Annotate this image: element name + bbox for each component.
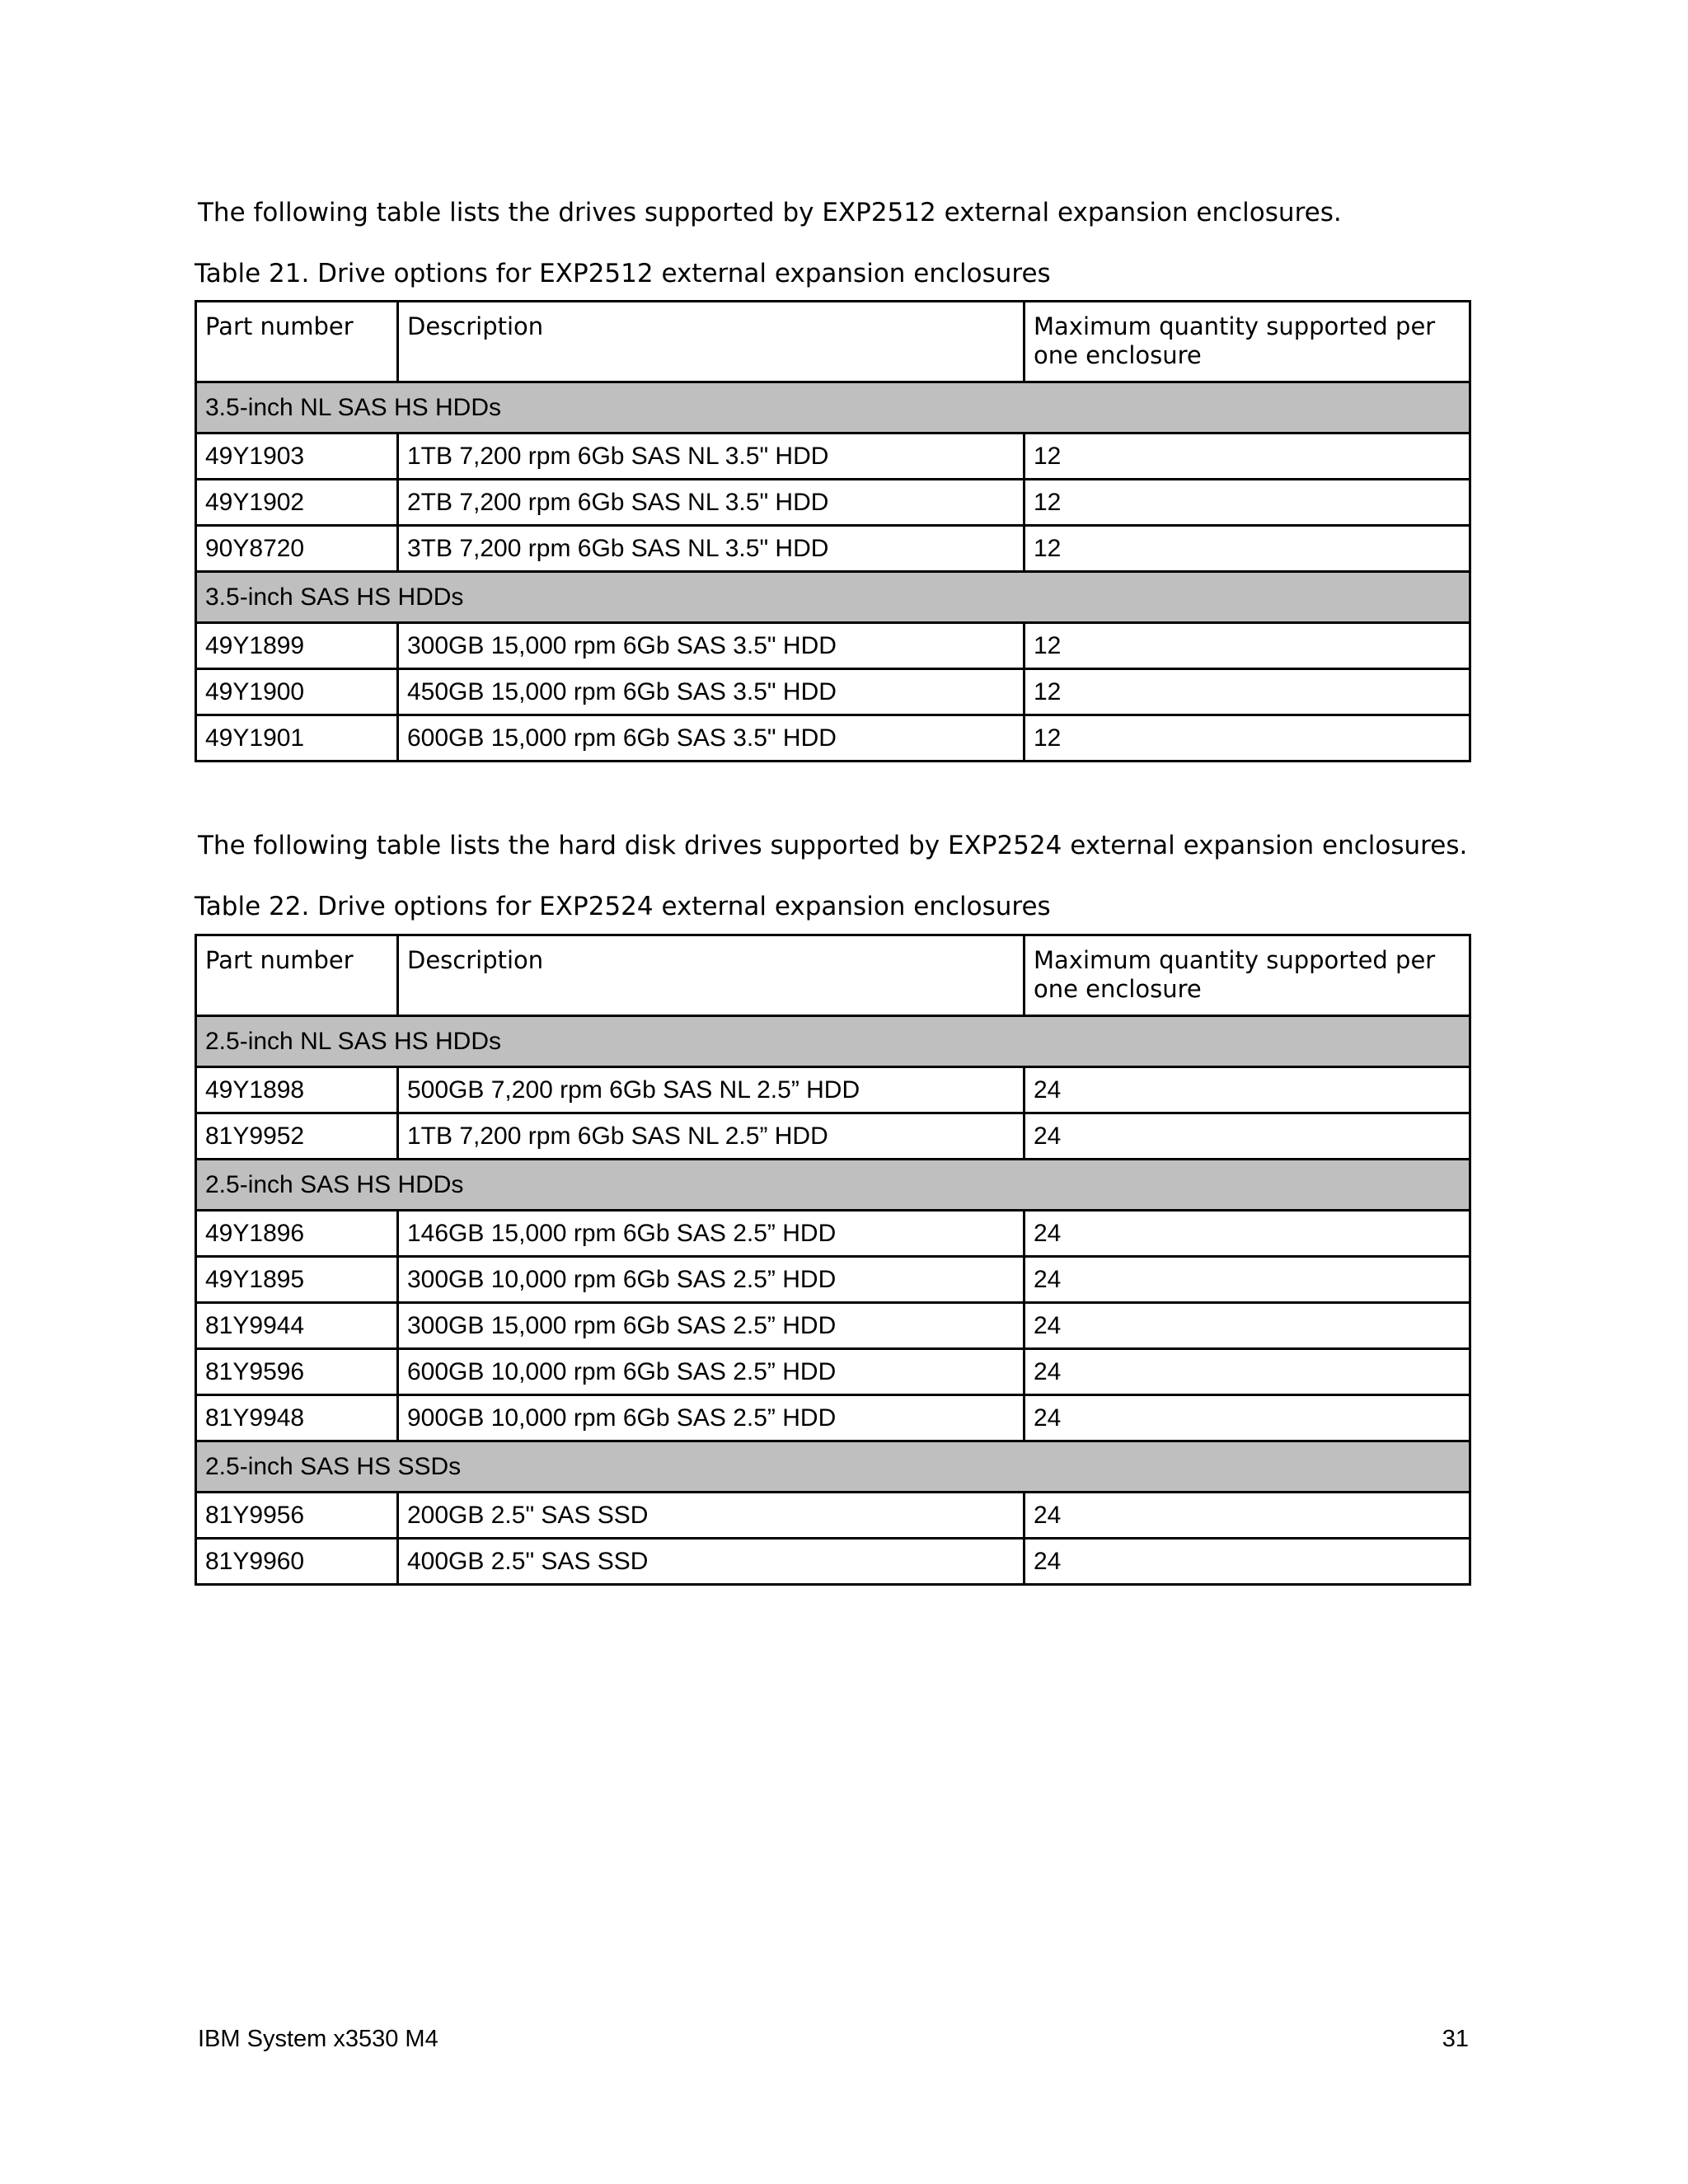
table-row — [196, 669, 1470, 715]
part-number-cell: 49Y1896 — [196, 1211, 398, 1257]
header-description: Description — [398, 935, 1025, 1016]
part-number-cell: 49Y1903 — [196, 434, 398, 480]
header-description: Description — [398, 302, 1025, 382]
quantity-cell: 12 — [1025, 715, 1470, 762]
table-row — [196, 1349, 1470, 1395]
group-title: 2.5-inch NL SAS HS HDDs — [196, 1016, 1470, 1067]
part-number-cell: 81Y9952 — [196, 1113, 398, 1160]
quantity-cell: 24 — [1025, 1539, 1470, 1585]
group-title: 2.5-inch SAS HS HDDs — [196, 1160, 1470, 1211]
part-number-cell: 49Y1895 — [196, 1257, 398, 1303]
table-22 — [195, 934, 1471, 1586]
table-row — [196, 480, 1470, 526]
table-row — [196, 1493, 1470, 1539]
quantity-cell: 24 — [1025, 1067, 1470, 1113]
description-cell: 300GB 15,000 rpm 6Gb SAS 3.5" HDD — [398, 623, 1025, 669]
part-number-cell: 81Y9956 — [196, 1493, 398, 1539]
description-cell: 450GB 15,000 rpm 6Gb SAS 3.5" HDD — [398, 669, 1025, 715]
quantity-cell: 24 — [1025, 1113, 1470, 1160]
description-cell: 600GB 15,000 rpm 6Gb SAS 3.5" HDD — [398, 715, 1025, 762]
description-cell: 3TB 7,200 rpm 6Gb SAS NL 3.5" HDD — [398, 526, 1025, 572]
group-row — [196, 572, 1470, 623]
part-number-cell: 49Y1900 — [196, 669, 398, 715]
description-cell: 600GB 10,000 rpm 6Gb SAS 2.5” HDD — [398, 1349, 1025, 1395]
group-row — [196, 1016, 1470, 1067]
description-cell: 900GB 10,000 rpm 6Gb SAS 2.5” HDD — [398, 1395, 1025, 1441]
table-21 — [195, 300, 1471, 762]
group-title: 2.5-inch SAS HS SSDs — [196, 1441, 1470, 1493]
footer-document-title: IBM System x3530 M4 — [198, 2026, 438, 2052]
quantity-cell: 12 — [1025, 623, 1470, 669]
description-cell: 2TB 7,200 rpm 6Gb SAS NL 3.5" HDD — [398, 480, 1025, 526]
group-row — [196, 382, 1470, 434]
part-number-cell: 81Y9596 — [196, 1349, 398, 1395]
table-row — [196, 1257, 1470, 1303]
table-row — [196, 715, 1470, 762]
table-row — [196, 1211, 1470, 1257]
table-header-row — [196, 302, 1470, 382]
header-part-number: Part number — [196, 302, 398, 382]
table-row — [196, 1113, 1470, 1160]
table-header-row — [196, 935, 1470, 1016]
quantity-cell: 24 — [1025, 1493, 1470, 1539]
quantity-cell: 12 — [1025, 669, 1470, 715]
description-cell: 400GB 2.5" SAS SSD — [398, 1539, 1025, 1585]
description-cell: 1TB 7,200 rpm 6Gb SAS NL 3.5" HDD — [398, 434, 1025, 480]
part-number-cell: 49Y1902 — [196, 480, 398, 526]
part-number-cell: 81Y9960 — [196, 1539, 398, 1585]
part-number-cell: 49Y1898 — [196, 1067, 398, 1113]
description-cell: 300GB 15,000 rpm 6Gb SAS 2.5” HDD — [398, 1303, 1025, 1349]
quantity-cell: 12 — [1025, 480, 1470, 526]
table-row — [196, 1395, 1470, 1441]
quantity-cell: 24 — [1025, 1349, 1470, 1395]
table-row — [196, 1067, 1470, 1113]
quantity-cell: 24 — [1025, 1257, 1470, 1303]
part-number-cell: 81Y9948 — [196, 1395, 398, 1441]
part-number-cell: 49Y1901 — [196, 715, 398, 762]
description-cell: 500GB 7,200 rpm 6Gb SAS NL 2.5” HDD — [398, 1067, 1025, 1113]
quantity-cell: 24 — [1025, 1303, 1470, 1349]
description-cell: 200GB 2.5" SAS SSD — [398, 1493, 1025, 1539]
group-title: 3.5-inch NL SAS HS HDDs — [196, 382, 1470, 434]
group-row — [196, 1160, 1470, 1211]
table-row — [196, 623, 1470, 669]
intro-paragraph-exp2512: The following table lists the drives supported by EXP2512 external expansion enclosures. — [198, 198, 1342, 227]
group-title: 3.5-inch SAS HS HDDs — [196, 572, 1470, 623]
table-22-caption: Table 22. Drive options for EXP2524 external expansion enclosures — [195, 892, 1051, 921]
part-number-cell: 81Y9944 — [196, 1303, 398, 1349]
description-cell: 300GB 10,000 rpm 6Gb SAS 2.5” HDD — [398, 1257, 1025, 1303]
table-row — [196, 526, 1470, 572]
table-row — [196, 434, 1470, 480]
header-max-quantity: Maximum quantity supported per one enclosure — [1025, 935, 1470, 1016]
header-part-number: Part number — [196, 935, 398, 1016]
group-row — [196, 1441, 1470, 1493]
quantity-cell: 12 — [1025, 526, 1470, 572]
footer-page-number: 31 — [1442, 2026, 1469, 2052]
part-number-cell: 49Y1899 — [196, 623, 398, 669]
table-row — [196, 1539, 1470, 1585]
header-max-quantity: Maximum quantity supported per one enclosure — [1025, 302, 1470, 382]
table-row — [196, 1303, 1470, 1349]
quantity-cell: 24 — [1025, 1211, 1470, 1257]
description-cell: 1TB 7,200 rpm 6Gb SAS NL 2.5” HDD — [398, 1113, 1025, 1160]
quantity-cell: 24 — [1025, 1395, 1470, 1441]
intro-paragraph-exp2524: The following table lists the hard disk drives supported by EXP2524 external expansion enclosures. — [198, 831, 1468, 860]
part-number-cell: 90Y8720 — [196, 526, 398, 572]
table-21-caption: Table 21. Drive options for EXP2512 external expansion enclosures — [195, 259, 1051, 288]
description-cell: 146GB 15,000 rpm 6Gb SAS 2.5” HDD — [398, 1211, 1025, 1257]
quantity-cell: 12 — [1025, 434, 1470, 480]
